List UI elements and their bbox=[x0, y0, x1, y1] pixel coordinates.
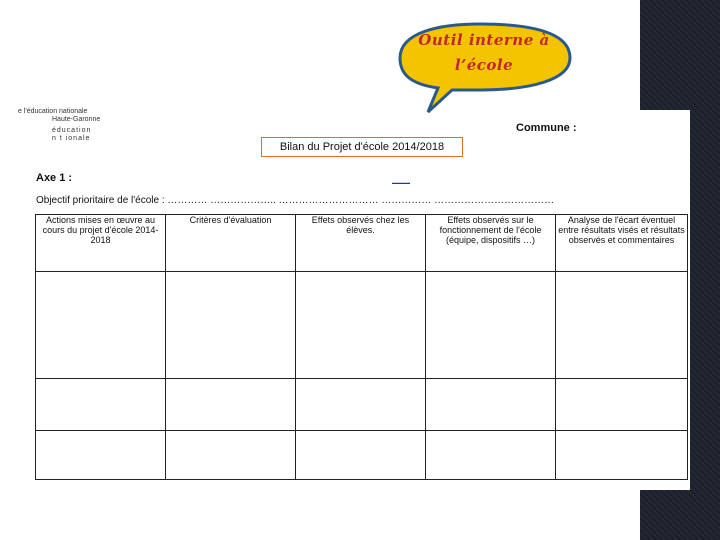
logo-line-2: Haute-Garonne bbox=[52, 116, 101, 123]
table-row bbox=[36, 431, 688, 480]
document-title: Bilan du Projet d'école 2014/2018 bbox=[261, 137, 463, 157]
table-cell[interactable] bbox=[426, 431, 556, 480]
table-cell[interactable] bbox=[166, 431, 296, 480]
table-header-row bbox=[36, 215, 688, 272]
column-header-actions: Actions mises en œuvre au cours du projet d'école 2014-2018 bbox=[36, 215, 166, 272]
table-cell[interactable] bbox=[36, 379, 166, 431]
table-cell[interactable] bbox=[556, 272, 688, 379]
tiny-link: ________ bbox=[392, 178, 410, 183]
callout-line-1: Outil interne à bbox=[418, 31, 550, 49]
table-cell[interactable] bbox=[296, 379, 426, 431]
table-cell[interactable] bbox=[296, 272, 426, 379]
table-cell[interactable] bbox=[556, 379, 688, 431]
table-cell[interactable] bbox=[426, 272, 556, 379]
column-header-analysis: Analyse de l'écart éventuel entre résultats visés et résultats observés et commentaires bbox=[556, 215, 688, 272]
objective-label: Objectif prioritaire de l'école : ………… ……………….. ………………………… …………… ……………………………… bbox=[36, 195, 555, 206]
table-cell[interactable] bbox=[166, 379, 296, 431]
table-row bbox=[36, 272, 688, 379]
logo-line-3: éducation bbox=[52, 127, 92, 134]
callout-line-2: l’école bbox=[454, 56, 514, 74]
table-cell[interactable] bbox=[426, 379, 556, 431]
ministry-logo bbox=[18, 108, 100, 143]
table-cell[interactable] bbox=[166, 272, 296, 379]
table-cell[interactable] bbox=[296, 431, 426, 480]
logo-line-1: e l'éducation nationale bbox=[18, 108, 88, 115]
table-row bbox=[36, 379, 688, 431]
table-cell[interactable] bbox=[36, 431, 166, 480]
logo-line-4: n t ionale bbox=[52, 135, 91, 142]
table-cell[interactable] bbox=[556, 431, 688, 480]
table-cell[interactable] bbox=[36, 272, 166, 379]
axis-label: Axe 1 : bbox=[36, 172, 73, 184]
commune-label: Commune : bbox=[516, 122, 577, 134]
column-header-criteria: Critères d'évaluation bbox=[166, 215, 296, 272]
assessment-table bbox=[35, 214, 688, 480]
callout-text bbox=[395, 28, 573, 78]
column-header-student-effects: Effets observés chez les élèves. bbox=[296, 215, 426, 272]
column-header-school-effects: Effets observés sur le fonctionnement de l'école (équipe, dispositifs …) bbox=[426, 215, 556, 272]
